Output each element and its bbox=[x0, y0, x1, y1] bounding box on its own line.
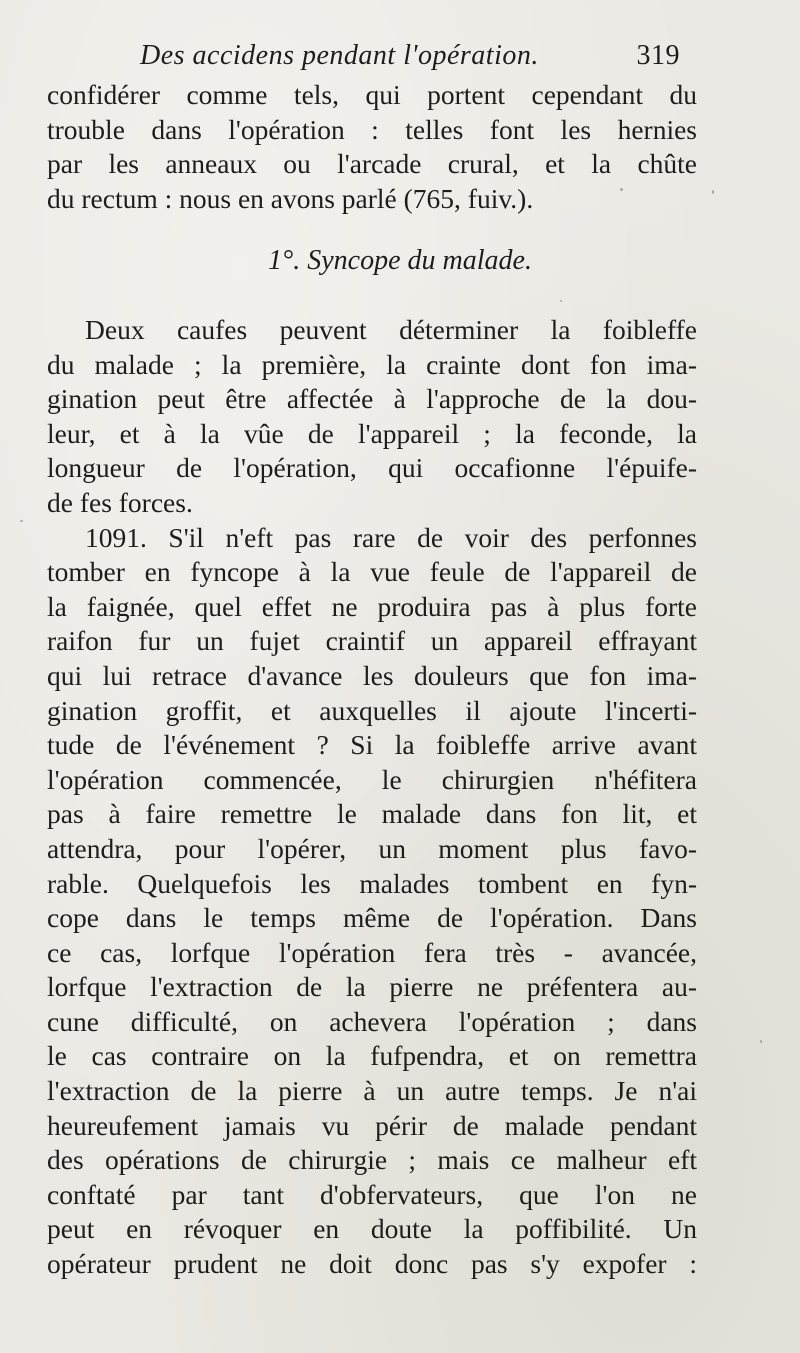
text-line: Deux caufes peuvent déterminer la foibleffe bbox=[85, 314, 697, 345]
text-line: conftaté par tant d'obfervateurs, que l'on ne bbox=[47, 1178, 697, 1210]
text-line: trouble dans l'opération : telles font les hernies bbox=[47, 113, 697, 145]
text-line: le cas contraire on la fufpendra, et on remettra bbox=[47, 1040, 697, 1072]
text-line: l'extraction de la pierre à un autre temps. Je n'ai bbox=[47, 1075, 697, 1107]
text-line: par les anneaux ou l'arcade crural, et la chûte bbox=[47, 148, 697, 180]
print-speck bbox=[560, 300, 562, 302]
print-speck bbox=[712, 190, 714, 194]
text-line: longueur de l'opération, qui occafionne l'épuife- bbox=[47, 452, 697, 484]
text-line: peut en révoquer en doute la poffibilité. Un bbox=[47, 1213, 697, 1245]
text-line: du rectum : nous en avons parlé (765, fuiv.). bbox=[47, 182, 534, 214]
text-line: tude de l'événement ? Si la foibleffe arrive avant bbox=[47, 729, 697, 761]
print-speck bbox=[760, 1040, 762, 1043]
text-line: tomber en fyncope à la vue feule de l'appareil de bbox=[47, 556, 697, 588]
text-line: de fes forces. bbox=[47, 486, 193, 518]
running-title: Des accidens pendant l'opération. bbox=[140, 40, 539, 71]
text-line: gination groffit, et auxquelles il ajoute l'incerti- bbox=[47, 694, 697, 726]
text-line: des opérations de chirurgie ; mais ce malheur eft bbox=[47, 1144, 697, 1176]
print-speck bbox=[20, 520, 23, 522]
text-line: gination peut être affectée à l'approche de la dou- bbox=[47, 383, 697, 415]
text-line: 1091. S'il n'eft pas rare de voir des perfonnes bbox=[85, 521, 697, 553]
text-line: ce cas, lorfque l'opération fera très - avancée, bbox=[47, 936, 697, 968]
print-speck bbox=[620, 188, 623, 191]
text-line: l'opération commencée, le chirurgien n'héfitera bbox=[47, 763, 697, 795]
page-number: 319 bbox=[636, 40, 680, 71]
body-text bbox=[47, 313, 697, 1282]
text-line: lorfque l'extraction de la pierre ne préfentera au- bbox=[47, 971, 697, 1003]
text-line: heureufement jamais vu périr de malade pendant bbox=[47, 1109, 697, 1141]
text-line: opérateur prudent ne doit donc pas s'y expofer : bbox=[47, 1248, 697, 1280]
running-head bbox=[140, 40, 680, 72]
text-line: pas à faire remettre le malade dans fon lit, et bbox=[47, 798, 697, 830]
text-line: du malade ; la première, la crainte dont fon ima- bbox=[47, 348, 697, 380]
text-line: cune difficulté, on achevera l'opération ; dans bbox=[47, 1005, 697, 1037]
text-line: rable. Quelquefois les malades tombent en fyn- bbox=[47, 867, 697, 899]
text-line: confidérer comme tels, qui portent cependant du bbox=[47, 79, 697, 110]
section-heading: 1°. Syncope du malade. bbox=[268, 245, 532, 276]
text-line: attendra, pour l'opérer, un moment plus favo- bbox=[47, 832, 697, 864]
text-line: qui lui retrace d'avance les douleurs que fon ima- bbox=[47, 659, 697, 691]
text-line: cope dans le temps même de l'opération. Dans bbox=[47, 902, 697, 934]
text-line: raifon fur un fujet craintif un appareil effrayant bbox=[47, 625, 697, 657]
paragraph-intro bbox=[47, 78, 697, 216]
text-line: leur, et à la vûe de l'appareil ; la feconde, la bbox=[47, 417, 697, 449]
text-line: la faignée, quel effet ne produira pas à plus forte bbox=[47, 590, 697, 622]
